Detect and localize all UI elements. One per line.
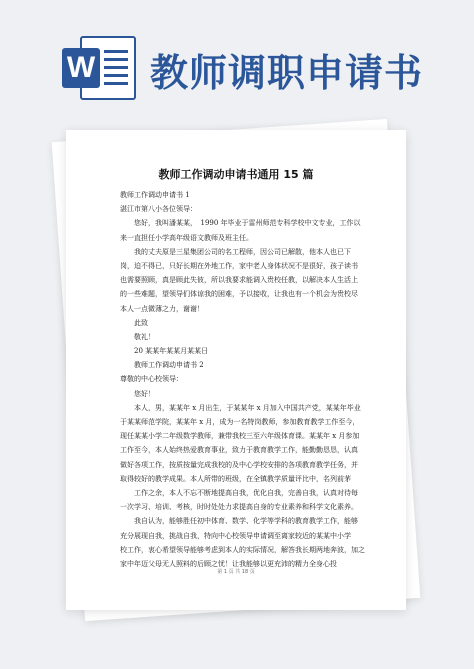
- document-line: 敬礼！: [134, 332, 155, 341]
- document-line: 岗，迫不得已，只好长期在外地工作，家中老人身体状况不是很好，孩子读书: [120, 261, 358, 270]
- document-line: 教师工作调动申请书 2: [134, 361, 204, 370]
- document-title: 教师工作调动申请书通用 15 篇: [158, 168, 314, 181]
- document-line: 您好！: [134, 389, 155, 398]
- document-line: 于某某师范学院，某某年 x 月，成为一名特岗教师，参加教育教学工作至今，: [120, 418, 360, 426]
- document-line: 取得较好的教学成果。本人所带的班级，在全镇教学质量评比中，名列前茅: [120, 474, 351, 483]
- banner-title: 教师调职申请书: [150, 51, 424, 95]
- word-icon: [62, 36, 136, 100]
- document-page: [66, 130, 406, 610]
- document-line: 也需要照顾，真是顾此失彼，所以我要求能调入贵校任教，以解决本人生活上: [120, 276, 358, 285]
- document-line: 充分展现自我，挑战自我，特向中心校领导申请调至离家较近的某某中小学: [120, 531, 351, 540]
- document-body: [120, 188, 364, 571]
- document-line: 本人一点微薄之力，谢谢！: [120, 304, 204, 313]
- document-line: 本人，男，某某年 x 月出生，于某某年 x 月加入中国共产党，某某年毕业: [134, 403, 361, 412]
- document-line: 我的丈夫原是三星集团公司的名工程师，因公司已解散，他本人也已下: [134, 247, 351, 256]
- document-line: 校工作，衷心希望领导能够考虑到本人的实际情况，解答我长期两地奔波，加之: [120, 545, 365, 554]
- document-line: 家中年迈父母无人照料的后顾之忧！让我能够以更充沛的精力全身心投: [120, 559, 337, 568]
- document-line: 20 某某年某某月某某日: [134, 347, 209, 356]
- document-line: 来一直担任小学高年级语文教师及班主任。: [120, 233, 253, 242]
- document-line: 现任某某小学二年级数学教师，兼带我校三至六年级体育课。某某年 x 月参加: [120, 432, 360, 441]
- document-line: 您好，我叫潘某某， 1990 年毕业于雷州师范专科学校中文专业，工作以: [134, 219, 361, 228]
- document-line: 工作至今，本人始终热爱教育事业，致力于教育教学工作，能勤勤恳恳，认真: [120, 446, 358, 455]
- header-banner: [0, 0, 474, 120]
- document-line: 此致: [134, 318, 148, 327]
- document-line: 的一些难题，望领导们体谅我的困难，予以接收，让我也有一个机会为贵校尽: [120, 290, 358, 299]
- document-line: 湛江市第八小各位领导：: [120, 205, 197, 214]
- document-line: 一次学习、培训、考核，时时处处力求提高自身的专业素养和科学文化素养。: [120, 503, 358, 512]
- document-line: 我自认为，能够胜任初中体育、数学、化学等学科的教育教学工作，能够: [134, 517, 358, 526]
- document-line: 尊敬的中心校领导：: [120, 375, 183, 384]
- document-line: 做好各项工作，按质按量完成我校的及中心学校安排的各项教育教学任务，并: [120, 460, 358, 469]
- document-line: 工作之余，本人不忘不断地提高自我，优化自我，完善自我，认真对待每: [134, 488, 358, 497]
- document-line: 教师工作调动申请书 1: [120, 191, 190, 199]
- word-letter: W: [62, 48, 100, 88]
- page-indicator: 第 1 页 共 18 页: [217, 569, 255, 575]
